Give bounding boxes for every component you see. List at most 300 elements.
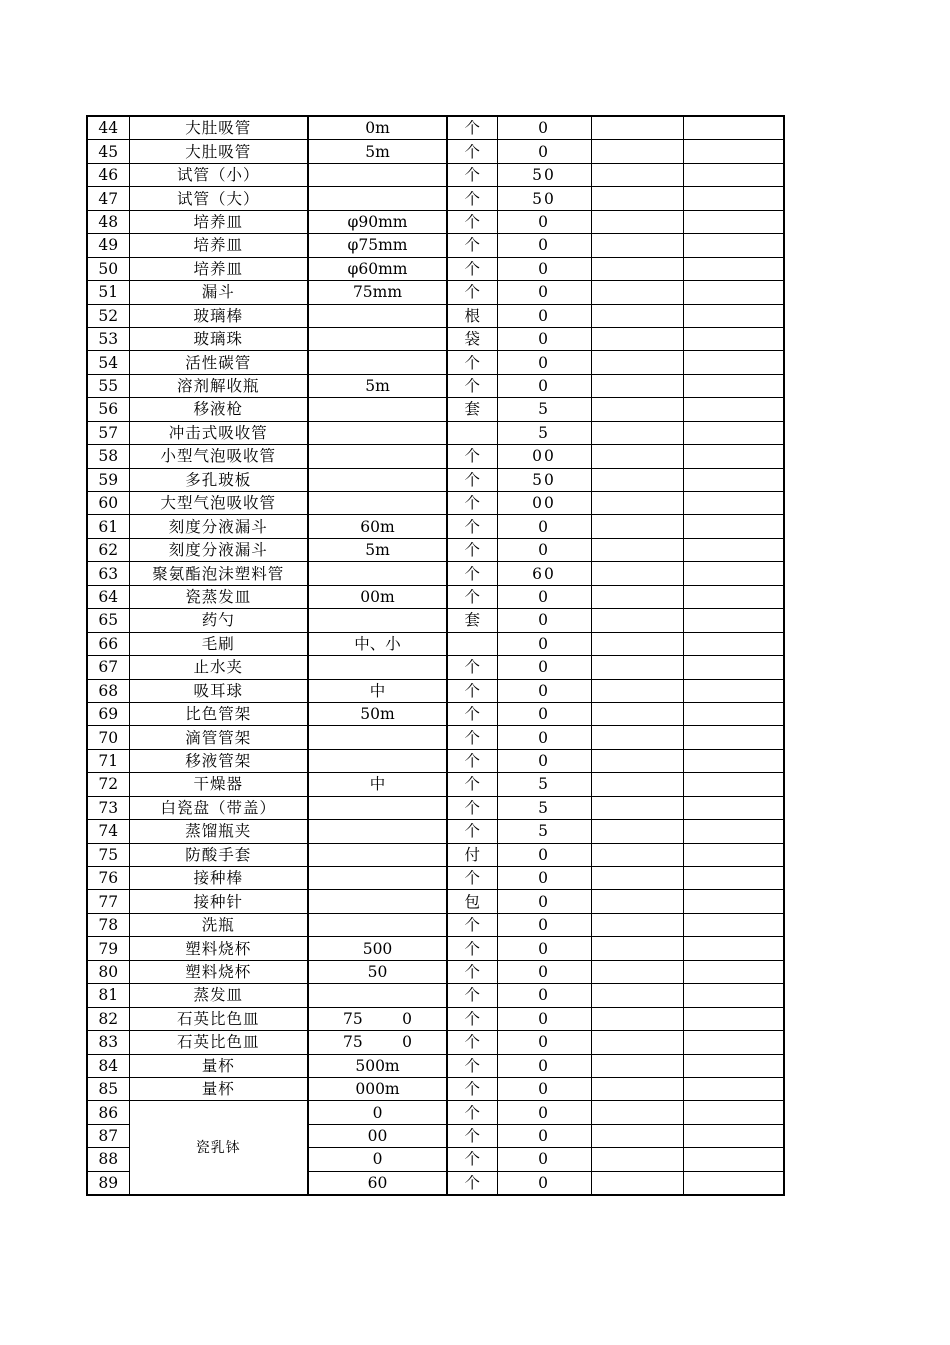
item-spec-cell[interactable] — [308, 796, 447, 819]
empty-cell[interactable] — [683, 1171, 784, 1195]
item-name-cell[interactable]: 活性碳管 — [129, 351, 308, 374]
item-name-cell[interactable]: 白瓷盘（带盖） — [129, 796, 308, 819]
empty-cell[interactable] — [683, 726, 784, 749]
item-name-cell[interactable]: 洗瓶 — [129, 913, 308, 936]
row-number-cell[interactable]: 70 — [87, 726, 129, 749]
row-number-cell[interactable]: 55 — [87, 374, 129, 397]
row-number-cell[interactable]: 82 — [87, 1007, 129, 1030]
item-unit-cell[interactable]: 个 — [447, 1101, 497, 1124]
item-unit-cell[interactable]: 个 — [447, 749, 497, 772]
item-unit-cell[interactable]: 个 — [447, 937, 497, 960]
item-name-cell[interactable]: 滴管管架 — [129, 726, 308, 749]
item-qty-cell[interactable]: 50 — [497, 163, 591, 186]
item-name-cell[interactable]: 培养皿 — [129, 210, 308, 233]
item-spec-cell[interactable] — [308, 492, 447, 515]
item-name-cell[interactable]: 石英比色皿 — [129, 1031, 308, 1054]
item-name-cell[interactable]: 玻璃珠 — [129, 327, 308, 350]
row-number-cell[interactable]: 78 — [87, 913, 129, 936]
empty-cell[interactable] — [591, 538, 683, 561]
item-qty-cell[interactable]: 5 — [497, 398, 591, 421]
item-spec-cell[interactable] — [308, 867, 447, 890]
item-name-cell[interactable]: 冲击式吸收管 — [129, 421, 308, 444]
item-qty-cell[interactable]: 0 — [497, 702, 591, 725]
item-spec-cell[interactable]: 00m — [308, 585, 447, 608]
empty-cell[interactable] — [683, 656, 784, 679]
item-spec-cell[interactable] — [308, 351, 447, 374]
empty-cell[interactable] — [683, 1031, 784, 1054]
empty-cell[interactable] — [683, 281, 784, 304]
item-qty-cell[interactable]: 0 — [497, 1124, 591, 1147]
item-qty-cell[interactable]: 0 — [497, 140, 591, 163]
item-qty-cell[interactable]: 0 — [497, 116, 591, 140]
empty-cell[interactable] — [591, 913, 683, 936]
empty-cell[interactable] — [591, 116, 683, 140]
item-unit-cell[interactable]: 套 — [447, 609, 497, 632]
item-unit-cell[interactable]: 个 — [447, 1031, 497, 1054]
empty-cell[interactable] — [591, 890, 683, 913]
row-number-cell[interactable]: 75 — [87, 843, 129, 866]
empty-cell[interactable] — [683, 515, 784, 538]
item-unit-cell[interactable]: 个 — [447, 1054, 497, 1077]
empty-cell[interactable] — [683, 1148, 784, 1171]
row-number-cell[interactable]: 66 — [87, 632, 129, 655]
item-spec-cell[interactable]: 0m — [308, 116, 447, 140]
empty-cell[interactable] — [591, 281, 683, 304]
empty-cell[interactable] — [683, 702, 784, 725]
row-number-cell[interactable]: 67 — [87, 656, 129, 679]
item-qty-cell[interactable]: 00 — [497, 492, 591, 515]
item-qty-cell[interactable]: 60 — [497, 562, 591, 585]
row-number-cell[interactable]: 84 — [87, 1054, 129, 1077]
item-name-cell[interactable]: 防酸手套 — [129, 843, 308, 866]
item-qty-cell[interactable]: 0 — [497, 1148, 591, 1171]
item-name-cell[interactable]: 接种针 — [129, 890, 308, 913]
item-name-merged-cell[interactable]: 瓷乳钵 — [129, 1101, 308, 1195]
row-number-cell[interactable]: 59 — [87, 468, 129, 491]
row-number-cell[interactable]: 77 — [87, 890, 129, 913]
item-unit-cell[interactable]: 个 — [447, 116, 497, 140]
item-spec-cell[interactable] — [308, 468, 447, 491]
empty-cell[interactable] — [591, 1007, 683, 1030]
row-number-cell[interactable]: 54 — [87, 351, 129, 374]
empty-cell[interactable] — [683, 632, 784, 655]
empty-cell[interactable] — [591, 351, 683, 374]
empty-cell[interactable] — [591, 1031, 683, 1054]
item-qty-cell[interactable]: 0 — [497, 867, 591, 890]
item-unit-cell[interactable] — [447, 421, 497, 444]
row-number-cell[interactable]: 62 — [87, 538, 129, 561]
item-name-cell[interactable]: 量杯 — [129, 1054, 308, 1077]
empty-cell[interactable] — [591, 421, 683, 444]
item-spec-cell[interactable] — [308, 163, 447, 186]
empty-cell[interactable] — [683, 187, 784, 210]
item-name-cell[interactable]: 塑料烧杯 — [129, 960, 308, 983]
row-number-cell[interactable]: 81 — [87, 984, 129, 1007]
item-qty-cell[interactable]: 0 — [497, 913, 591, 936]
empty-cell[interactable] — [683, 562, 784, 585]
empty-cell[interactable] — [683, 140, 784, 163]
empty-cell[interactable] — [591, 210, 683, 233]
item-qty-cell[interactable]: 0 — [497, 843, 591, 866]
item-qty-cell[interactable]: 0 — [497, 1101, 591, 1124]
item-spec-cell[interactable]: 50m — [308, 702, 447, 725]
item-qty-cell[interactable]: 0 — [497, 937, 591, 960]
item-qty-cell[interactable]: 0 — [497, 1077, 591, 1100]
item-spec-cell[interactable]: 500 — [308, 937, 447, 960]
item-unit-cell[interactable]: 个 — [447, 773, 497, 796]
item-spec-cell[interactable] — [308, 421, 447, 444]
item-unit-cell[interactable]: 付 — [447, 843, 497, 866]
empty-cell[interactable] — [591, 140, 683, 163]
row-number-cell[interactable]: 88 — [87, 1148, 129, 1171]
empty-cell[interactable] — [591, 585, 683, 608]
row-number-cell[interactable]: 79 — [87, 937, 129, 960]
row-number-cell[interactable]: 57 — [87, 421, 129, 444]
row-number-cell[interactable]: 63 — [87, 562, 129, 585]
empty-cell[interactable] — [591, 398, 683, 421]
item-name-cell[interactable]: 瓷蒸发皿 — [129, 585, 308, 608]
item-spec-cell[interactable]: 0 — [308, 1101, 447, 1124]
empty-cell[interactable] — [591, 187, 683, 210]
empty-cell[interactable] — [683, 257, 784, 280]
item-name-cell[interactable]: 塑料烧杯 — [129, 937, 308, 960]
item-unit-cell[interactable]: 包 — [447, 890, 497, 913]
item-name-cell[interactable]: 移液管架 — [129, 749, 308, 772]
item-qty-cell[interactable]: 0 — [497, 679, 591, 702]
item-name-cell[interactable]: 大肚吸管 — [129, 140, 308, 163]
item-unit-cell[interactable]: 根 — [447, 304, 497, 327]
item-qty-cell[interactable]: 0 — [497, 960, 591, 983]
item-spec-cell[interactable] — [308, 304, 447, 327]
item-spec-cell[interactable]: 50 — [308, 960, 447, 983]
row-number-cell[interactable]: 44 — [87, 116, 129, 140]
empty-cell[interactable] — [683, 234, 784, 257]
item-name-cell[interactable]: 聚氨酯泡沫塑料管 — [129, 562, 308, 585]
item-unit-cell[interactable]: 个 — [447, 960, 497, 983]
item-unit-cell[interactable]: 个 — [447, 351, 497, 374]
item-name-cell[interactable]: 多孔玻板 — [129, 468, 308, 491]
empty-cell[interactable] — [591, 1124, 683, 1147]
item-unit-cell[interactable]: 个 — [447, 1007, 497, 1030]
item-unit-cell[interactable]: 个 — [447, 515, 497, 538]
item-unit-cell[interactable]: 套 — [447, 398, 497, 421]
empty-cell[interactable] — [591, 234, 683, 257]
item-qty-cell[interactable]: 0 — [497, 984, 591, 1007]
item-spec-cell[interactable]: 中、小 — [308, 632, 447, 655]
row-number-cell[interactable]: 85 — [87, 1077, 129, 1100]
item-unit-cell[interactable]: 个 — [447, 210, 497, 233]
item-spec-cell[interactable] — [308, 656, 447, 679]
item-unit-cell[interactable]: 个 — [447, 140, 497, 163]
item-spec-cell[interactable] — [308, 398, 447, 421]
item-spec-cell[interactable]: 500m — [308, 1054, 447, 1077]
item-name-cell[interactable]: 试管（大） — [129, 187, 308, 210]
row-number-cell[interactable]: 73 — [87, 796, 129, 819]
empty-cell[interactable] — [683, 1054, 784, 1077]
item-unit-cell[interactable]: 个 — [447, 702, 497, 725]
empty-cell[interactable] — [683, 492, 784, 515]
item-spec-cell[interactable] — [308, 890, 447, 913]
row-number-cell[interactable]: 53 — [87, 327, 129, 350]
item-qty-cell[interactable]: 0 — [497, 1007, 591, 1030]
item-name-cell[interactable]: 比色管架 — [129, 702, 308, 725]
empty-cell[interactable] — [591, 843, 683, 866]
item-spec-cell[interactable]: 00 — [308, 1124, 447, 1147]
item-unit-cell[interactable]: 个 — [447, 796, 497, 819]
item-qty-cell[interactable]: 0 — [497, 281, 591, 304]
item-unit-cell[interactable]: 个 — [447, 1171, 497, 1195]
item-name-cell[interactable]: 干燥器 — [129, 773, 308, 796]
item-spec-cell[interactable]: 75 0 — [308, 1031, 447, 1054]
empty-cell[interactable] — [683, 867, 784, 890]
item-spec-cell[interactable] — [308, 820, 447, 843]
row-number-cell[interactable]: 64 — [87, 585, 129, 608]
item-name-cell[interactable]: 溶剂解收瓶 — [129, 374, 308, 397]
empty-cell[interactable] — [683, 1101, 784, 1124]
item-qty-cell[interactable]: 0 — [497, 257, 591, 280]
item-unit-cell[interactable]: 个 — [447, 1148, 497, 1171]
empty-cell[interactable] — [683, 1077, 784, 1100]
item-qty-cell[interactable]: 0 — [497, 327, 591, 350]
item-qty-cell[interactable]: 0 — [497, 1054, 591, 1077]
empty-cell[interactable] — [591, 656, 683, 679]
item-spec-cell[interactable]: 75mm — [308, 281, 447, 304]
item-qty-cell[interactable]: 0 — [497, 749, 591, 772]
item-qty-cell[interactable]: 50 — [497, 187, 591, 210]
item-spec-cell[interactable]: 0 — [308, 1148, 447, 1171]
item-unit-cell[interactable]: 袋 — [447, 327, 497, 350]
item-unit-cell[interactable]: 个 — [447, 492, 497, 515]
empty-cell[interactable] — [683, 749, 784, 772]
item-qty-cell[interactable]: 0 — [497, 351, 591, 374]
row-number-cell[interactable]: 71 — [87, 749, 129, 772]
empty-cell[interactable] — [683, 820, 784, 843]
item-unit-cell[interactable]: 个 — [447, 984, 497, 1007]
row-number-cell[interactable]: 65 — [87, 609, 129, 632]
empty-cell[interactable] — [683, 351, 784, 374]
item-unit-cell[interactable]: 个 — [447, 679, 497, 702]
empty-cell[interactable] — [591, 492, 683, 515]
item-qty-cell[interactable]: 5 — [497, 773, 591, 796]
empty-cell[interactable] — [683, 398, 784, 421]
item-name-cell[interactable]: 药勺 — [129, 609, 308, 632]
empty-cell[interactable] — [591, 749, 683, 772]
empty-cell[interactable] — [591, 773, 683, 796]
row-number-cell[interactable]: 68 — [87, 679, 129, 702]
item-name-cell[interactable]: 吸耳球 — [129, 679, 308, 702]
empty-cell[interactable] — [683, 1007, 784, 1030]
item-spec-cell[interactable] — [308, 843, 447, 866]
row-number-cell[interactable]: 52 — [87, 304, 129, 327]
item-unit-cell[interactable]: 个 — [447, 234, 497, 257]
empty-cell[interactable] — [591, 304, 683, 327]
item-unit-cell[interactable]: 个 — [447, 562, 497, 585]
empty-cell[interactable] — [683, 468, 784, 491]
empty-cell[interactable] — [683, 679, 784, 702]
empty-cell[interactable] — [591, 867, 683, 890]
row-number-cell[interactable]: 86 — [87, 1101, 129, 1124]
row-number-cell[interactable]: 50 — [87, 257, 129, 280]
item-qty-cell[interactable]: 0 — [497, 1171, 591, 1195]
item-spec-cell[interactable] — [308, 984, 447, 1007]
row-number-cell[interactable]: 49 — [87, 234, 129, 257]
empty-cell[interactable] — [591, 796, 683, 819]
item-unit-cell[interactable]: 个 — [447, 257, 497, 280]
item-unit-cell[interactable]: 个 — [447, 187, 497, 210]
empty-cell[interactable] — [683, 843, 784, 866]
item-spec-cell[interactable] — [308, 609, 447, 632]
item-spec-cell[interactable] — [308, 749, 447, 772]
item-qty-cell[interactable]: 00 — [497, 445, 591, 468]
row-number-cell[interactable]: 60 — [87, 492, 129, 515]
item-qty-cell[interactable]: 0 — [497, 538, 591, 561]
empty-cell[interactable] — [591, 163, 683, 186]
empty-cell[interactable] — [591, 1077, 683, 1100]
row-number-cell[interactable]: 69 — [87, 702, 129, 725]
empty-cell[interactable] — [591, 984, 683, 1007]
item-qty-cell[interactable]: 0 — [497, 304, 591, 327]
empty-cell[interactable] — [683, 421, 784, 444]
item-spec-cell[interactable]: φ60mm — [308, 257, 447, 280]
item-name-cell[interactable]: 毛刷 — [129, 632, 308, 655]
row-number-cell[interactable]: 56 — [87, 398, 129, 421]
row-number-cell[interactable]: 76 — [87, 867, 129, 890]
item-unit-cell[interactable]: 个 — [447, 281, 497, 304]
item-qty-cell[interactable]: 5 — [497, 820, 591, 843]
item-name-cell[interactable]: 培养皿 — [129, 234, 308, 257]
empty-cell[interactable] — [683, 937, 784, 960]
empty-cell[interactable] — [591, 820, 683, 843]
empty-cell[interactable] — [591, 609, 683, 632]
item-unit-cell[interactable]: 个 — [447, 374, 497, 397]
item-spec-cell[interactable] — [308, 327, 447, 350]
item-name-cell[interactable]: 接种棒 — [129, 867, 308, 890]
empty-cell[interactable] — [683, 913, 784, 936]
item-name-cell[interactable]: 漏斗 — [129, 281, 308, 304]
empty-cell[interactable] — [591, 468, 683, 491]
item-spec-cell[interactable]: 000m — [308, 1077, 447, 1100]
item-spec-cell[interactable]: 中 — [308, 679, 447, 702]
row-number-cell[interactable]: 74 — [87, 820, 129, 843]
item-name-cell[interactable]: 大型气泡吸收管 — [129, 492, 308, 515]
empty-cell[interactable] — [591, 327, 683, 350]
row-number-cell[interactable]: 89 — [87, 1171, 129, 1195]
empty-cell[interactable] — [683, 960, 784, 983]
empty-cell[interactable] — [683, 984, 784, 1007]
item-spec-cell[interactable]: 60m — [308, 515, 447, 538]
item-name-cell[interactable]: 培养皿 — [129, 257, 308, 280]
item-qty-cell[interactable]: 5 — [497, 796, 591, 819]
item-unit-cell[interactable]: 个 — [447, 820, 497, 843]
item-spec-cell[interactable] — [308, 187, 447, 210]
item-spec-cell[interactable]: φ90mm — [308, 210, 447, 233]
item-spec-cell[interactable] — [308, 913, 447, 936]
item-unit-cell[interactable]: 个 — [447, 163, 497, 186]
empty-cell[interactable] — [591, 445, 683, 468]
item-qty-cell[interactable]: 0 — [497, 374, 591, 397]
empty-cell[interactable] — [591, 960, 683, 983]
row-number-cell[interactable]: 45 — [87, 140, 129, 163]
item-unit-cell[interactable]: 个 — [447, 538, 497, 561]
empty-cell[interactable] — [591, 374, 683, 397]
item-name-cell[interactable]: 大肚吸管 — [129, 116, 308, 140]
row-number-cell[interactable]: 58 — [87, 445, 129, 468]
item-qty-cell[interactable]: 0 — [497, 726, 591, 749]
item-name-cell[interactable]: 石英比色皿 — [129, 1007, 308, 1030]
empty-cell[interactable] — [591, 515, 683, 538]
empty-cell[interactable] — [683, 445, 784, 468]
item-name-cell[interactable]: 试管（小） — [129, 163, 308, 186]
empty-cell[interactable] — [683, 890, 784, 913]
item-name-cell[interactable]: 小型气泡吸收管 — [129, 445, 308, 468]
item-spec-cell[interactable]: φ75mm — [308, 234, 447, 257]
empty-cell[interactable] — [683, 304, 784, 327]
item-qty-cell[interactable]: 0 — [497, 210, 591, 233]
empty-cell[interactable] — [683, 116, 784, 140]
empty-cell[interactable] — [591, 937, 683, 960]
item-spec-cell[interactable]: 5m — [308, 140, 447, 163]
item-unit-cell[interactable]: 个 — [447, 913, 497, 936]
empty-cell[interactable] — [591, 1148, 683, 1171]
empty-cell[interactable] — [591, 702, 683, 725]
empty-cell[interactable] — [683, 163, 784, 186]
item-unit-cell[interactable]: 个 — [447, 726, 497, 749]
empty-cell[interactable] — [591, 1101, 683, 1124]
empty-cell[interactable] — [591, 1171, 683, 1195]
item-spec-cell[interactable] — [308, 726, 447, 749]
empty-cell[interactable] — [683, 327, 784, 350]
item-name-cell[interactable]: 刻度分液漏斗 — [129, 515, 308, 538]
item-spec-cell[interactable]: 60 — [308, 1171, 447, 1195]
item-spec-cell[interactable]: 75 0 — [308, 1007, 447, 1030]
item-name-cell[interactable]: 移液枪 — [129, 398, 308, 421]
empty-cell[interactable] — [683, 374, 784, 397]
item-name-cell[interactable]: 刻度分液漏斗 — [129, 538, 308, 561]
item-qty-cell[interactable]: 50 — [497, 468, 591, 491]
item-qty-cell[interactable]: 0 — [497, 890, 591, 913]
item-qty-cell[interactable]: 0 — [497, 585, 591, 608]
item-unit-cell[interactable]: 个 — [447, 445, 497, 468]
item-unit-cell[interactable] — [447, 632, 497, 655]
row-number-cell[interactable]: 51 — [87, 281, 129, 304]
empty-cell[interactable] — [683, 1124, 784, 1147]
row-number-cell[interactable]: 46 — [87, 163, 129, 186]
item-qty-cell[interactable]: 0 — [497, 609, 591, 632]
item-name-cell[interactable]: 止水夹 — [129, 656, 308, 679]
row-number-cell[interactable]: 87 — [87, 1124, 129, 1147]
item-spec-cell[interactable]: 5m — [308, 538, 447, 561]
item-spec-cell[interactable]: 中 — [308, 773, 447, 796]
empty-cell[interactable] — [591, 562, 683, 585]
row-number-cell[interactable]: 48 — [87, 210, 129, 233]
row-number-cell[interactable]: 47 — [87, 187, 129, 210]
empty-cell[interactable] — [591, 679, 683, 702]
item-qty-cell[interactable]: 5 — [497, 421, 591, 444]
empty-cell[interactable] — [591, 1054, 683, 1077]
empty-cell[interactable] — [683, 538, 784, 561]
row-number-cell[interactable]: 80 — [87, 960, 129, 983]
empty-cell[interactable] — [591, 632, 683, 655]
item-qty-cell[interactable]: 0 — [497, 1031, 591, 1054]
item-name-cell[interactable]: 蒸馏瓶夹 — [129, 820, 308, 843]
item-unit-cell[interactable]: 个 — [447, 585, 497, 608]
item-name-cell[interactable]: 蒸发皿 — [129, 984, 308, 1007]
empty-cell[interactable] — [591, 257, 683, 280]
empty-cell[interactable] — [683, 773, 784, 796]
item-unit-cell[interactable]: 个 — [447, 1077, 497, 1100]
item-unit-cell[interactable]: 个 — [447, 1124, 497, 1147]
item-qty-cell[interactable]: 0 — [497, 515, 591, 538]
